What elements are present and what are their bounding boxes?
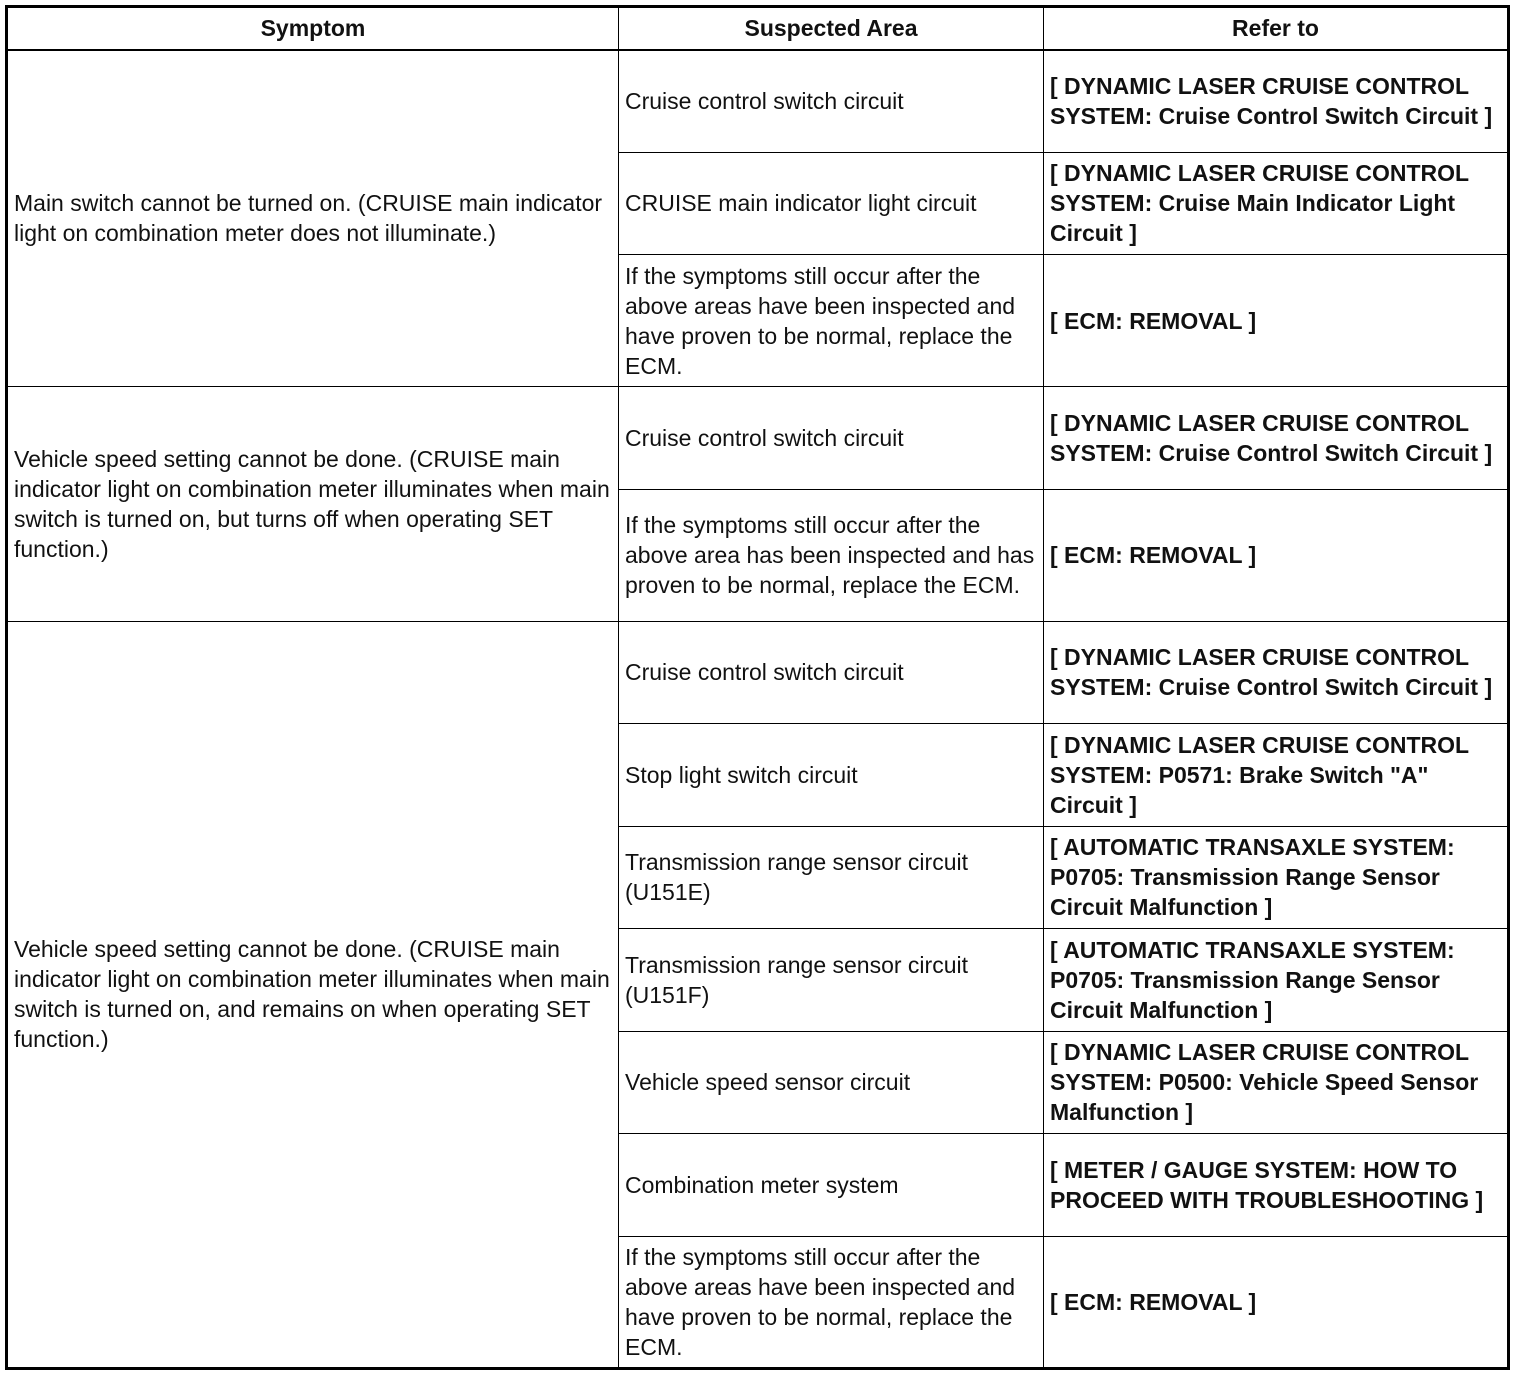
header-symptom: Symptom <box>7 7 619 50</box>
refer-to-cell: [ DYNAMIC LASER CRUISE CONTROL SYSTEM: P0571: Brake Switch "A" Circuit ] <box>1044 724 1509 827</box>
table-body <box>7 50 1509 1369</box>
suspected-area-cell: If the symptoms still occur after the above area has been inspected and has proven to be normal, replace the ECM. <box>619 489 1044 621</box>
suspected-area-cell: Transmission range sensor circuit (U151F) <box>619 929 1044 1032</box>
refer-to-cell: [ AUTOMATIC TRANSAXLE SYSTEM: P0705: Transmission Range Sensor Circuit Malfunction ] <box>1044 929 1509 1032</box>
refer-to-cell: [ ECM: REMOVAL ] <box>1044 255 1509 387</box>
table-header <box>7 7 1509 50</box>
refer-to-cell: [ DYNAMIC LASER CRUISE CONTROL SYSTEM: Cruise Control Switch Circuit ] <box>1044 387 1509 490</box>
suspected-area-cell: Cruise control switch circuit <box>619 621 1044 724</box>
symptom-cell: Vehicle speed setting cannot be done. (CRUISE main indicator light on combination meter illuminates when main switch is turned on, and remains on when operating SET function.) <box>7 621 619 1368</box>
refer-to-cell: [ METER / GAUGE SYSTEM: HOW TO PROCEED WITH TROUBLESHOOTING ] <box>1044 1134 1509 1237</box>
header-row <box>7 7 1509 50</box>
table-row <box>7 621 1509 724</box>
suspected-area-cell: Stop light switch circuit <box>619 724 1044 827</box>
suspected-area-cell: Combination meter system <box>619 1134 1044 1237</box>
symptom-cell: Vehicle speed setting cannot be done. (CRUISE main indicator light on combination meter illuminates when main switch is turned on, but turns off when operating SET function.) <box>7 387 619 622</box>
refer-to-cell: [ DYNAMIC LASER CRUISE CONTROL SYSTEM: P0500: Vehicle Speed Sensor Malfunction ] <box>1044 1031 1509 1134</box>
suspected-area-cell: Cruise control switch circuit <box>619 50 1044 153</box>
table-row <box>7 387 1509 490</box>
suspected-area-cell: Cruise control switch circuit <box>619 387 1044 490</box>
suspected-area-cell: Vehicle speed sensor circuit <box>619 1031 1044 1134</box>
symptom-table <box>5 5 1510 1370</box>
refer-to-cell: [ DYNAMIC LASER CRUISE CONTROL SYSTEM: Cruise Control Switch Circuit ] <box>1044 621 1509 724</box>
table-row <box>7 50 1509 153</box>
symptom-cell: Main switch cannot be turned on. (CRUISE main indicator light on combination meter does not illuminate.) <box>7 50 619 387</box>
header-suspected-area: Suspected Area <box>619 7 1044 50</box>
suspected-area-cell: If the symptoms still occur after the above areas have been inspected and have proven to be normal, replace the ECM. <box>619 1236 1044 1368</box>
suspected-area-cell: CRUISE main indicator light circuit <box>619 152 1044 255</box>
refer-to-cell: [ ECM: REMOVAL ] <box>1044 489 1509 621</box>
refer-to-cell: [ DYNAMIC LASER CRUISE CONTROL SYSTEM: Cruise Main Indicator Light Circuit ] <box>1044 152 1509 255</box>
suspected-area-cell: Transmission range sensor circuit (U151E) <box>619 826 1044 929</box>
refer-to-cell: [ AUTOMATIC TRANSAXLE SYSTEM: P0705: Transmission Range Sensor Circuit Malfunction ] <box>1044 826 1509 929</box>
refer-to-cell: [ ECM: REMOVAL ] <box>1044 1236 1509 1368</box>
suspected-area-cell: If the symptoms still occur after the above areas have been inspected and have proven to be normal, replace the ECM. <box>619 255 1044 387</box>
refer-to-cell: [ DYNAMIC LASER CRUISE CONTROL SYSTEM: Cruise Control Switch Circuit ] <box>1044 50 1509 153</box>
header-refer-to: Refer to <box>1044 7 1509 50</box>
